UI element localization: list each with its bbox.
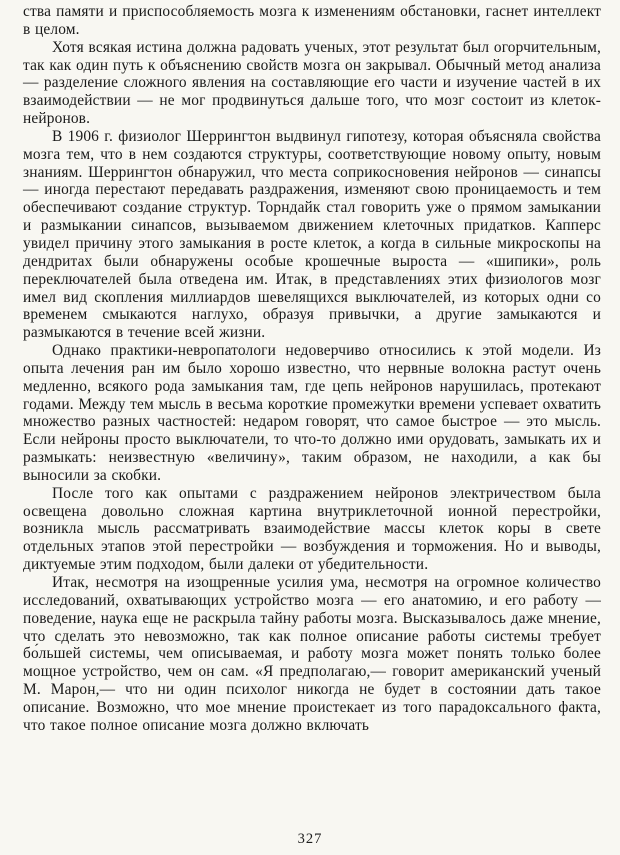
text-column [23, 3, 601, 735]
paragraph: ства памяти и приспособляемость мозга к изменениям обстановки, гаснет интеллект в целом. [23, 3, 601, 38]
paragraph: В 1906 г. физиолог Шеррингтон выдвинул гипотезу, которая объясняла свойства мозга тем, что в нем создаются структуры, соответствующие новому опыту, новым знаниям. Шеррингтон обнаружил, что места соприкосновения нейронов — синапсы — иногда перестают передавать раздражения, изменяют свою проницаемость и тем обеспечивают создание структур. Торндайк стал говорить уже о прямом замыкании и размыкании синапсов, вызываемом движением клеточных придатков. Капперс увидел причину этого замыкания в росте клеток, а когда в сильные микроскопы на дендритах были обнаружены особые крошечные выроста — «шипики», роль переключателей была отведена им. Итак, в представлениях этих физиологов мозг имел вид скопления миллиардов шевелящихся выключателей, из которых одни со временем смыкаются наглухо, образуя привычки, а другие замыкаются и размыкаются в течение всей жизни. [23, 127, 601, 342]
paragraph: Итак, несмотря на изощренные усилия ума, несмотря на огромное количество исследований, охватывающих устройство мозга — его анатомию, и его работу — поведение, наука еще не раскрыла тайну работы мозга. Высказывалось даже мнение, что сделать это невозможно, так как полное описание работы системы требует бо́льшей системы, чем описываемая, и работу мозга может понять только более мощное устройство, чем он сам. «Я предполагаю,— говорит американский ученый М. Марон,— что ни один психолог никогда не будет в состоянии дать такое описание. Возможно, что мое мнение проистекает из того парадоксального факта, что такое полное описание мозга должно включать [23, 574, 601, 734]
paragraph: После того как опытами с раздражением нейронов электричеством была освещена довольно сложная картина внутриклеточной ионной перестройки, возникла мысль рассматривать взаимодействие массы клеток коры в свете отдельных этапов этой перестройки — возбуждения и торможения. Но и выводы, диктуемые этим подходом, были далеки от убедительности. [23, 484, 601, 574]
page-number: 327 [297, 831, 323, 847]
paragraph: Хотя всякая истина должна радовать ученых, этот результат был огорчительным, так как один путь к объяснению свойств мозга он закрывал. Обычный метод анализа — разделение сложного явления на составляющие его части и изучение частей в их взаимодействии — не мог продвинуться дальше того, что мозг состоит из клеток-нейронов. [23, 38, 601, 128]
paragraph: Однако практики-невропатологи недоверчиво относились к этой модели. Из опыта лечения ран им было хорошо известно, что нервные волокна растут очень медленно, всякого рода замыкания там, где цепь нейронов нарушилась, протекают годами. Между тем мысль в весьма короткие промежутки времени успевает охватить множество разных частностей: недаром говорят, что самое быстрое — это мысль. Если нейроны просто выключатели, то что-то должно ими орудовать, замыкать их и размыкать: неизвестную «величину», таким образом, не находили, а как бы выносили за скобки. [23, 342, 601, 484]
